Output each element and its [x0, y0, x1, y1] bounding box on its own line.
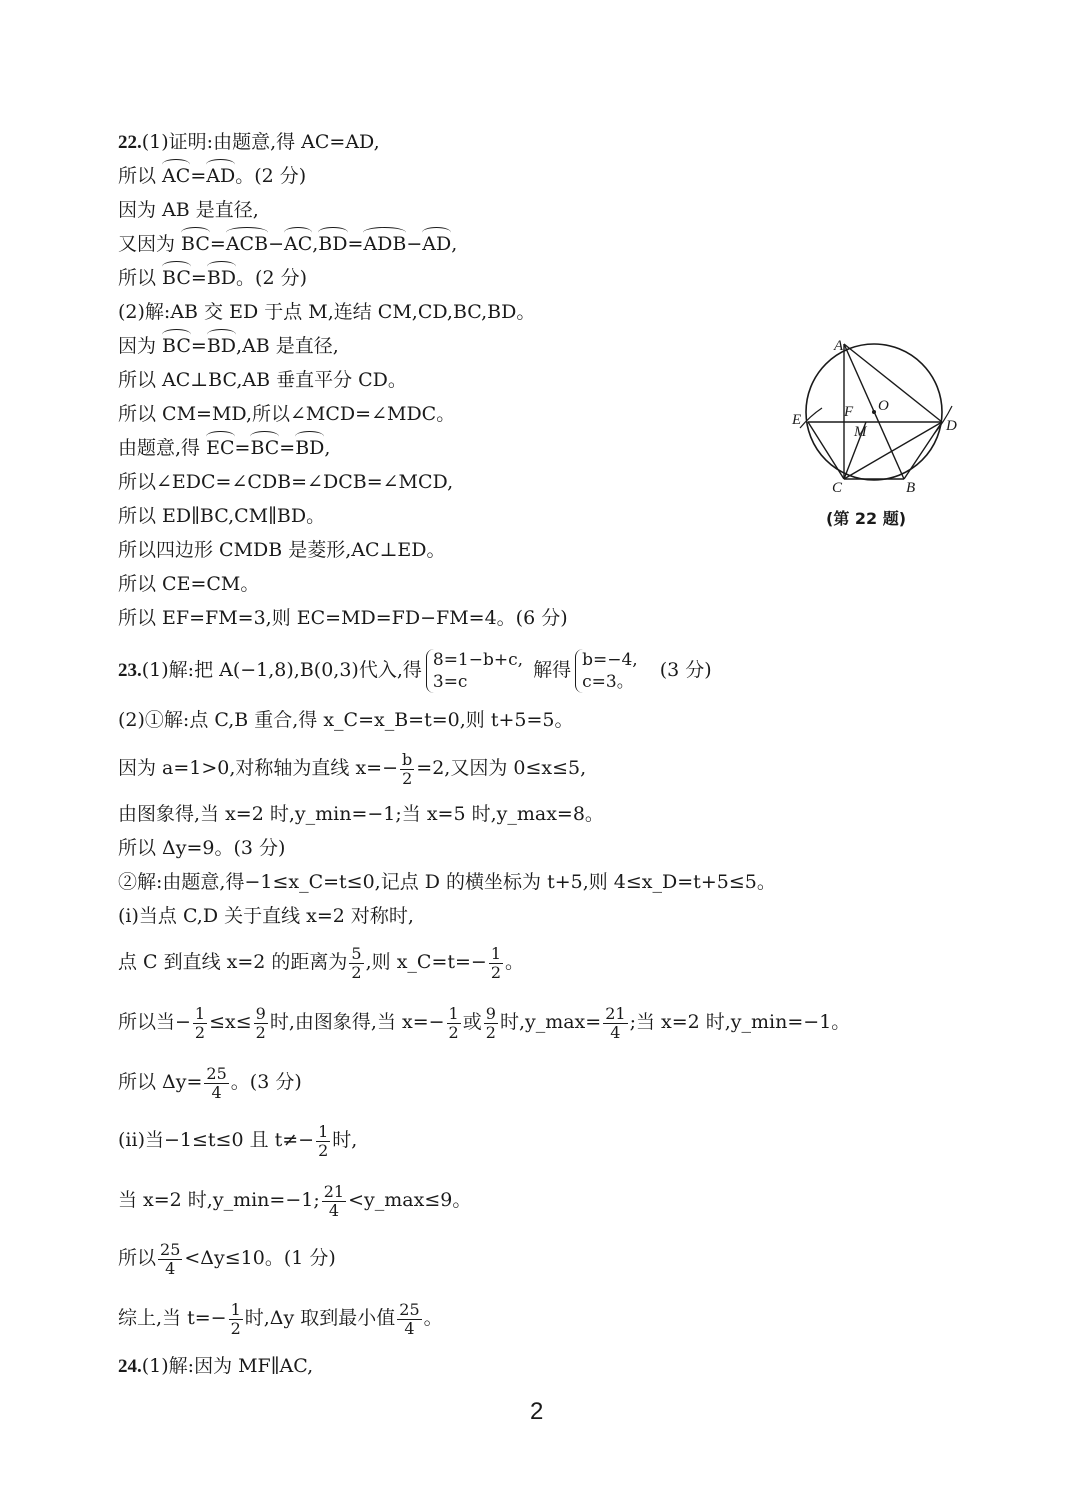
numerator: 21 [605, 1003, 626, 1023]
text: , [451, 233, 458, 255]
numerator: b [402, 749, 413, 769]
question-number: 22. [118, 132, 142, 153]
denominator: 4 [610, 1022, 621, 1042]
q23-line-10 [118, 1060, 302, 1104]
arc-bd: BD [318, 233, 348, 255]
q23-line-5: 所以 Δy=9。(3 分) [118, 837, 286, 859]
denominator: 2 [194, 1022, 206, 1042]
label-f: F [844, 404, 854, 420]
denominator: 2 [255, 1022, 266, 1042]
text: 所以 [118, 267, 163, 289]
equation-system-1 [426, 649, 523, 693]
q22-line-10 [118, 436, 330, 460]
q23-line-12 [118, 1178, 471, 1222]
equation: b=−4, [582, 650, 638, 670]
q22-line-4 [118, 232, 457, 256]
geometry-figure [786, 336, 966, 526]
text: 。(2 分) [236, 267, 307, 289]
fraction [603, 1005, 627, 1042]
text: = [279, 437, 296, 459]
q22-line-1 [118, 130, 380, 155]
equation-system-2 [575, 649, 638, 693]
text: ;当 x=2 时,y_min=−1。 [629, 1011, 851, 1033]
arc-bc: BC [162, 267, 191, 289]
text: − [406, 233, 423, 255]
text: 所以 [118, 1247, 157, 1269]
fraction [229, 1301, 243, 1338]
figure-caption: (第 22 题) [826, 509, 907, 528]
fraction [400, 751, 414, 788]
arc-ad: AD [422, 233, 452, 255]
arc-acb: ACB [225, 233, 269, 255]
text: (1)解:把 A(−1,8),B(0,3)代入,得 [141, 659, 422, 681]
text: = [209, 233, 226, 255]
q22-line-9: 所以 CM=MD,所以∠MCD=∠MDC。 [118, 403, 456, 425]
denominator: 2 [485, 1022, 496, 1042]
q22-line-11: 所以∠EDC=∠CDB=∠DCB=∠MCD, [118, 471, 454, 493]
numerator: 25 [399, 1299, 420, 1319]
text: 因为 a=1>0,对称轴为直线 x=− [118, 757, 399, 779]
text: = [347, 233, 364, 255]
q22-line-15: 所以 EF=FM=3,则 EC=MD=FD−FM=4。(6 分) [118, 607, 568, 629]
q22-line-6: (2)解:AB 交 ED 于点 M,连结 CM,CD,BC,BD。 [118, 301, 536, 323]
equation: 3=c [432, 672, 468, 692]
label-b: B [906, 480, 916, 496]
denominator: 2 [490, 962, 502, 982]
q23-line-2: (2)①解:点 C,B 重合,得 x_C=x_B=t=0,则 t+5=5。 [118, 709, 574, 731]
numerator: 1 [318, 1121, 329, 1141]
text: 所以 [118, 165, 163, 187]
text: 点 C 到直线 x=2 的距离为 [118, 951, 348, 973]
equation: c=3。 [582, 672, 634, 692]
q23-line-14 [118, 1296, 443, 1340]
text: 所以当− [118, 1011, 191, 1033]
segment-ad [844, 344, 942, 422]
arc-bc: BC [250, 437, 280, 459]
q22-line-2 [118, 164, 306, 188]
text: ≤x≤ [209, 1011, 252, 1033]
page-number: 2 [530, 1398, 544, 1425]
numerator: 21 [323, 1181, 345, 1201]
text: 当 x=2 时,y_min=−1; [118, 1189, 320, 1211]
text: 又因为 [118, 233, 182, 255]
label-c: C [832, 480, 843, 496]
numerator: 25 [160, 1239, 181, 1259]
denominator: 2 [230, 1318, 241, 1338]
arc-bd: BD [295, 437, 325, 459]
text: 综上,当 t=− [118, 1307, 227, 1329]
fraction [204, 1065, 228, 1102]
arc-ec: EC [206, 437, 235, 459]
q23-line-8 [118, 940, 524, 984]
numerator: 1 [194, 1003, 206, 1023]
text: − [268, 233, 284, 255]
q23-line-7: (i)当点 C,D 关于直线 x=2 对称时, [118, 905, 414, 927]
fraction [349, 945, 363, 982]
text: 解得 [533, 659, 572, 681]
text: 所以 Δy= [118, 1071, 203, 1093]
q23-line-6: ②解:由题意,得−1≤x_C=t≤0,记点 D 的横坐标为 t+5,则 4≤x_D=t+5≤5。 [118, 871, 776, 893]
arc-bd: BD [206, 267, 237, 289]
q23-line-3 [118, 746, 586, 790]
text: ,AB 是直径, [236, 335, 339, 357]
denominator: 4 [211, 1082, 222, 1102]
text: , [312, 233, 319, 255]
text: = [190, 165, 207, 187]
text: 时, [332, 1129, 358, 1151]
numerator: 25 [206, 1063, 227, 1083]
fraction [397, 1301, 421, 1338]
numerator: 1 [448, 1003, 459, 1023]
fraction [316, 1123, 330, 1160]
text: ,则 x_C=t=− [365, 951, 487, 973]
denominator: 2 [448, 1022, 459, 1042]
text: 。 [423, 1307, 443, 1329]
center-point [872, 410, 876, 414]
text: 时,y_max= [499, 1011, 602, 1033]
numerator: 5 [351, 943, 362, 963]
text: = [234, 437, 251, 459]
text: 时,Δy 取到最小值 [244, 1307, 396, 1329]
denominator: 2 [318, 1140, 329, 1160]
q22-line-14: 所以 CE=CM。 [118, 573, 260, 595]
text: = [190, 335, 207, 357]
score: (3 分) [659, 659, 712, 681]
text: (1)证明:由题意,得 AC=AD, [141, 131, 380, 153]
text: 因为 [118, 335, 163, 357]
q22-line-5 [118, 266, 307, 290]
arc-adb: ADB [363, 233, 407, 255]
text: 。(3 分) [230, 1071, 302, 1093]
arc-bc: BC [162, 335, 191, 357]
fraction [447, 1005, 461, 1042]
text: (1)解:因为 MF∥AC, [141, 1355, 314, 1377]
text: 。(2 分) [235, 165, 307, 187]
equation: 8=1−b+c, [432, 650, 524, 670]
text: 时,由图象得,当 x=− [269, 1011, 445, 1033]
numerator: 1 [490, 943, 502, 963]
q22-line-13: 所以四边形 CMDB 是菱形,AC⊥ED。 [118, 539, 446, 561]
q23-line-1 [118, 648, 712, 693]
arc-ac: AC [162, 165, 191, 187]
label-a: A [834, 338, 844, 354]
numerator: 9 [255, 1003, 266, 1023]
fraction [484, 1005, 498, 1042]
denominator: 4 [328, 1200, 340, 1220]
question-number: 23. [118, 660, 142, 681]
text: =2,又因为 0≤x≤5, [416, 757, 587, 779]
denominator: 4 [404, 1318, 415, 1338]
question-number: 24. [118, 1356, 142, 1377]
q22-line-7 [118, 334, 339, 358]
numerator: 1 [230, 1299, 241, 1319]
label-d: D [946, 418, 957, 434]
fraction [158, 1241, 182, 1278]
q24-line-1 [118, 1354, 313, 1379]
q22-line-3: 因为 AB 是直径, [118, 199, 259, 221]
segment-ec [808, 422, 844, 479]
fraction [193, 1005, 207, 1042]
arc-bc: BC [181, 233, 210, 255]
arc-bd: BD [206, 335, 237, 357]
q22-line-12: 所以 ED∥BC,CM∥BD。 [118, 505, 326, 527]
text: 或 [462, 1011, 482, 1033]
q23-line-4: 由图象得,当 x=2 时,y_min=−1;当 x=5 时,y_max=8。 [118, 803, 604, 825]
text: 。 [505, 951, 525, 973]
numerator: 9 [485, 1003, 496, 1023]
q23-line-13 [118, 1236, 336, 1280]
text: (ii)当−1≤t≤0 且 t≠− [118, 1129, 315, 1151]
text: <y_max≤9。 [348, 1189, 472, 1211]
arc-ac: AC [283, 233, 313, 255]
fraction [254, 1005, 268, 1042]
denominator: 2 [402, 768, 413, 788]
label-o: O [878, 398, 889, 414]
text: 由题意,得 [118, 437, 207, 459]
arc-ad: AD [206, 165, 236, 187]
denominator: 2 [351, 962, 362, 982]
text: , [324, 437, 331, 459]
label-m: M [854, 424, 867, 440]
q22-line-8: 所以 AC⊥BC,AB 垂直平分 CD。 [118, 369, 407, 391]
denominator: 4 [165, 1258, 176, 1278]
text: <Δy≤10。(1 分) [184, 1247, 336, 1269]
q23-line-9 [118, 1000, 850, 1044]
text: = [190, 267, 207, 289]
fraction [489, 945, 503, 982]
q23-line-11 [118, 1118, 357, 1162]
label-e: E [792, 412, 802, 428]
fraction [322, 1183, 346, 1220]
compass-arc-e [800, 408, 822, 428]
